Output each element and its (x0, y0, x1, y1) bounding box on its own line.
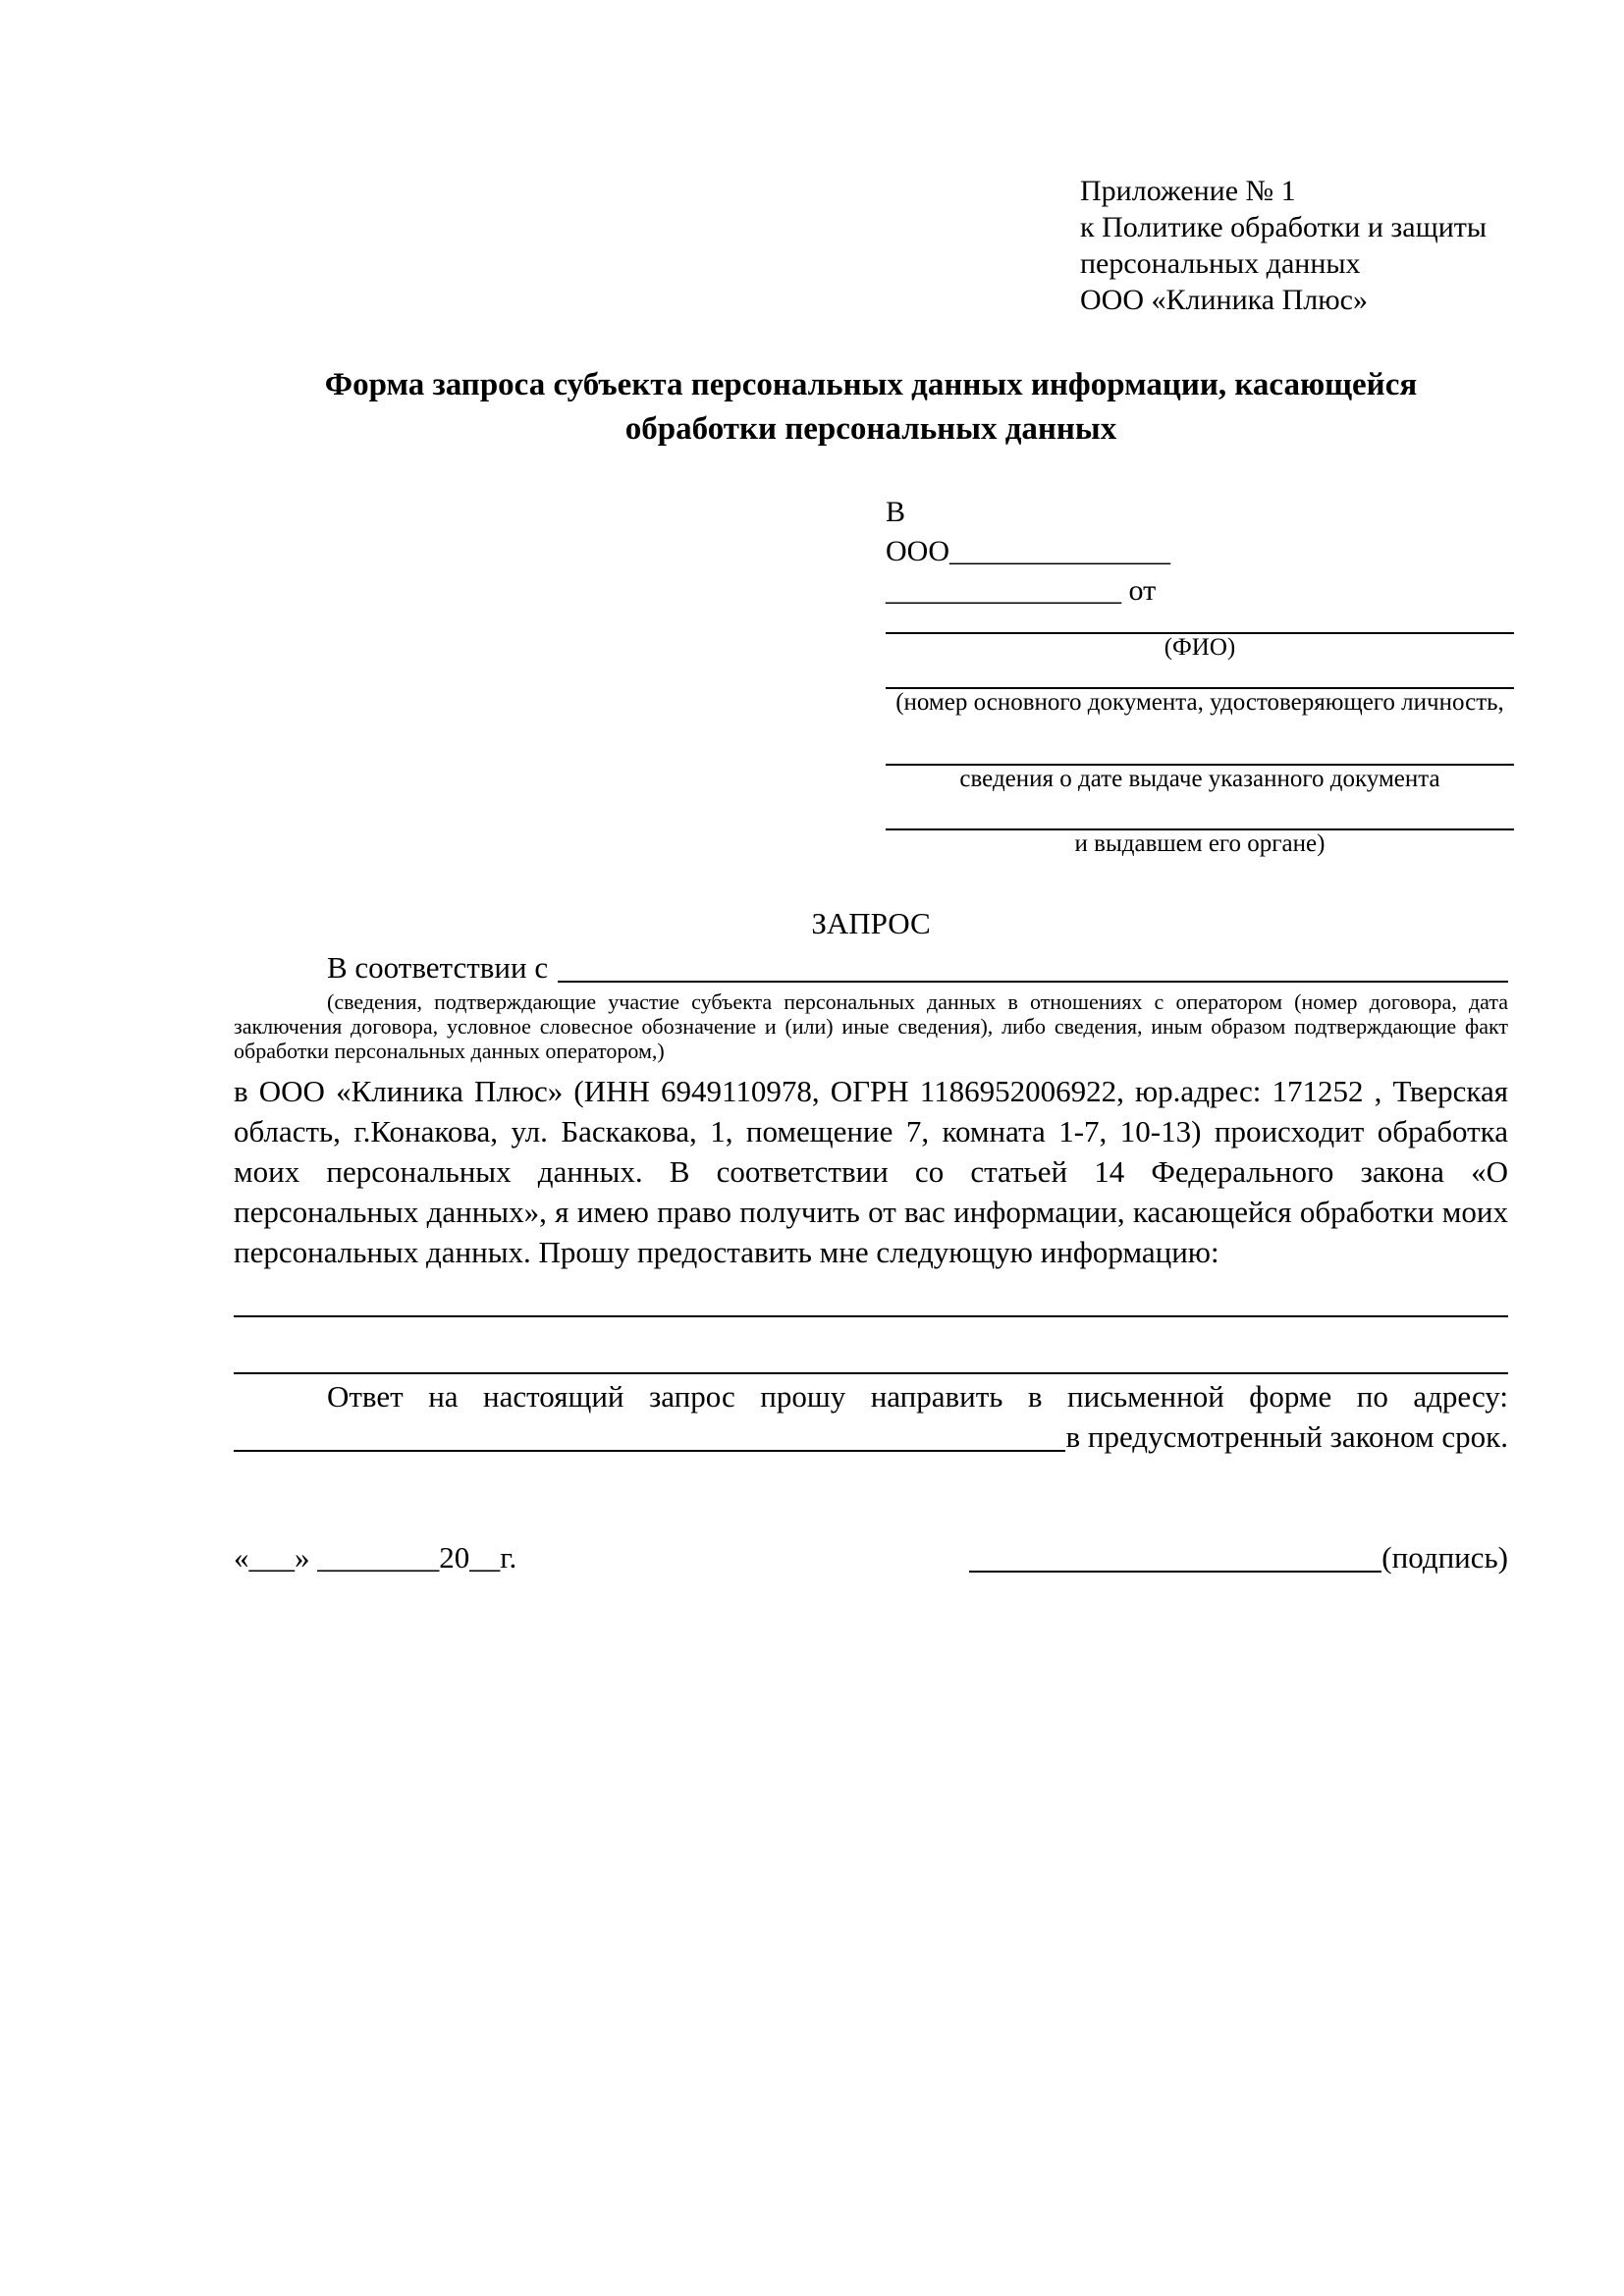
reply-deadline: в предусмотренный законом срок. (1065, 1419, 1508, 1454)
appendix-header-line-1: Приложение № 1 (1080, 175, 1296, 207)
request-heading: ЗАПРОС (811, 906, 931, 940)
doc-date-field-line (886, 717, 1514, 766)
request-intro-line (234, 948, 1508, 988)
reply-paragraph: Ответ на настоящий запрос прошу направить в письменной форме по адресу: (327, 1379, 1508, 1414)
appendix-header (1080, 0, 1508, 318)
appendix-header-line-4: ООО «Клиника Плюс» (1080, 284, 1368, 316)
doc-issuer-field-line (886, 793, 1514, 830)
reply-address-line (234, 1416, 1508, 1457)
info-field-line-2 (234, 1317, 1508, 1374)
appendix-header-line-2: к Политике обработки и защиты (1080, 211, 1488, 243)
address-field-line (234, 1450, 1065, 1452)
info-field-line-1 (234, 1272, 1508, 1317)
fio-caption: (ФИО) (1164, 634, 1236, 661)
appendix-header-line-3: персональных данных (1080, 247, 1361, 280)
signature-caption: (подпись) (1381, 1540, 1508, 1575)
addressee-block (886, 493, 1514, 858)
basis-field-line (558, 981, 1508, 983)
signature-field-line (969, 1571, 1381, 1573)
doc-caption-3: и выдавшем его органе) (1074, 830, 1326, 857)
document-title: Форма запроса субъекта персональных данных информации, касающейся обработки персональных данных (324, 367, 1418, 447)
fine-print: (сведения, подтверждающие участие субъекта персональных данных в отношениях с оператором (номер договора, дата заключения договора, условное словесное обозначение и (или) иные сведения), либо сведения, иным образом подтверждающие факт обработки персональных данных оператором,) (234, 989, 1508, 1063)
addressee-from-blank: ________________ от (886, 574, 1157, 607)
addressee-to: В (886, 496, 906, 528)
request-body: в ООО «Клиника Плюс» (ИНН 6949110978, ОГРН 1186952006922, юр.адрес: 171252 , Тверская область, г.Конакова, ул. Баскакова, 1, помещение 7, комната 1-7, 10-13) происходит обработка моих персональных данных. В соответствии со статьей 14 Федерального закона «О персональных данных», я имею право получить от вас информации, касающейся обработки моих персональных данных. Прошу предоставить мне следующую информацию: (234, 1074, 1508, 1269)
intro-prefix: В соответствии с (327, 950, 549, 985)
date-blank: «___» ________20__г. (234, 1540, 517, 1575)
doc-caption-1: (номер основного документа, удостоверяющего личность, (895, 689, 1504, 716)
signature-row (234, 1537, 1508, 1577)
addressee-ooo-blank: ООО_______________ (886, 535, 1170, 567)
doc-caption-2: сведения о дате выдаче указанного документа (959, 766, 1440, 792)
doc-number-field-line (886, 662, 1514, 689)
fio-field-line (886, 611, 1514, 634)
